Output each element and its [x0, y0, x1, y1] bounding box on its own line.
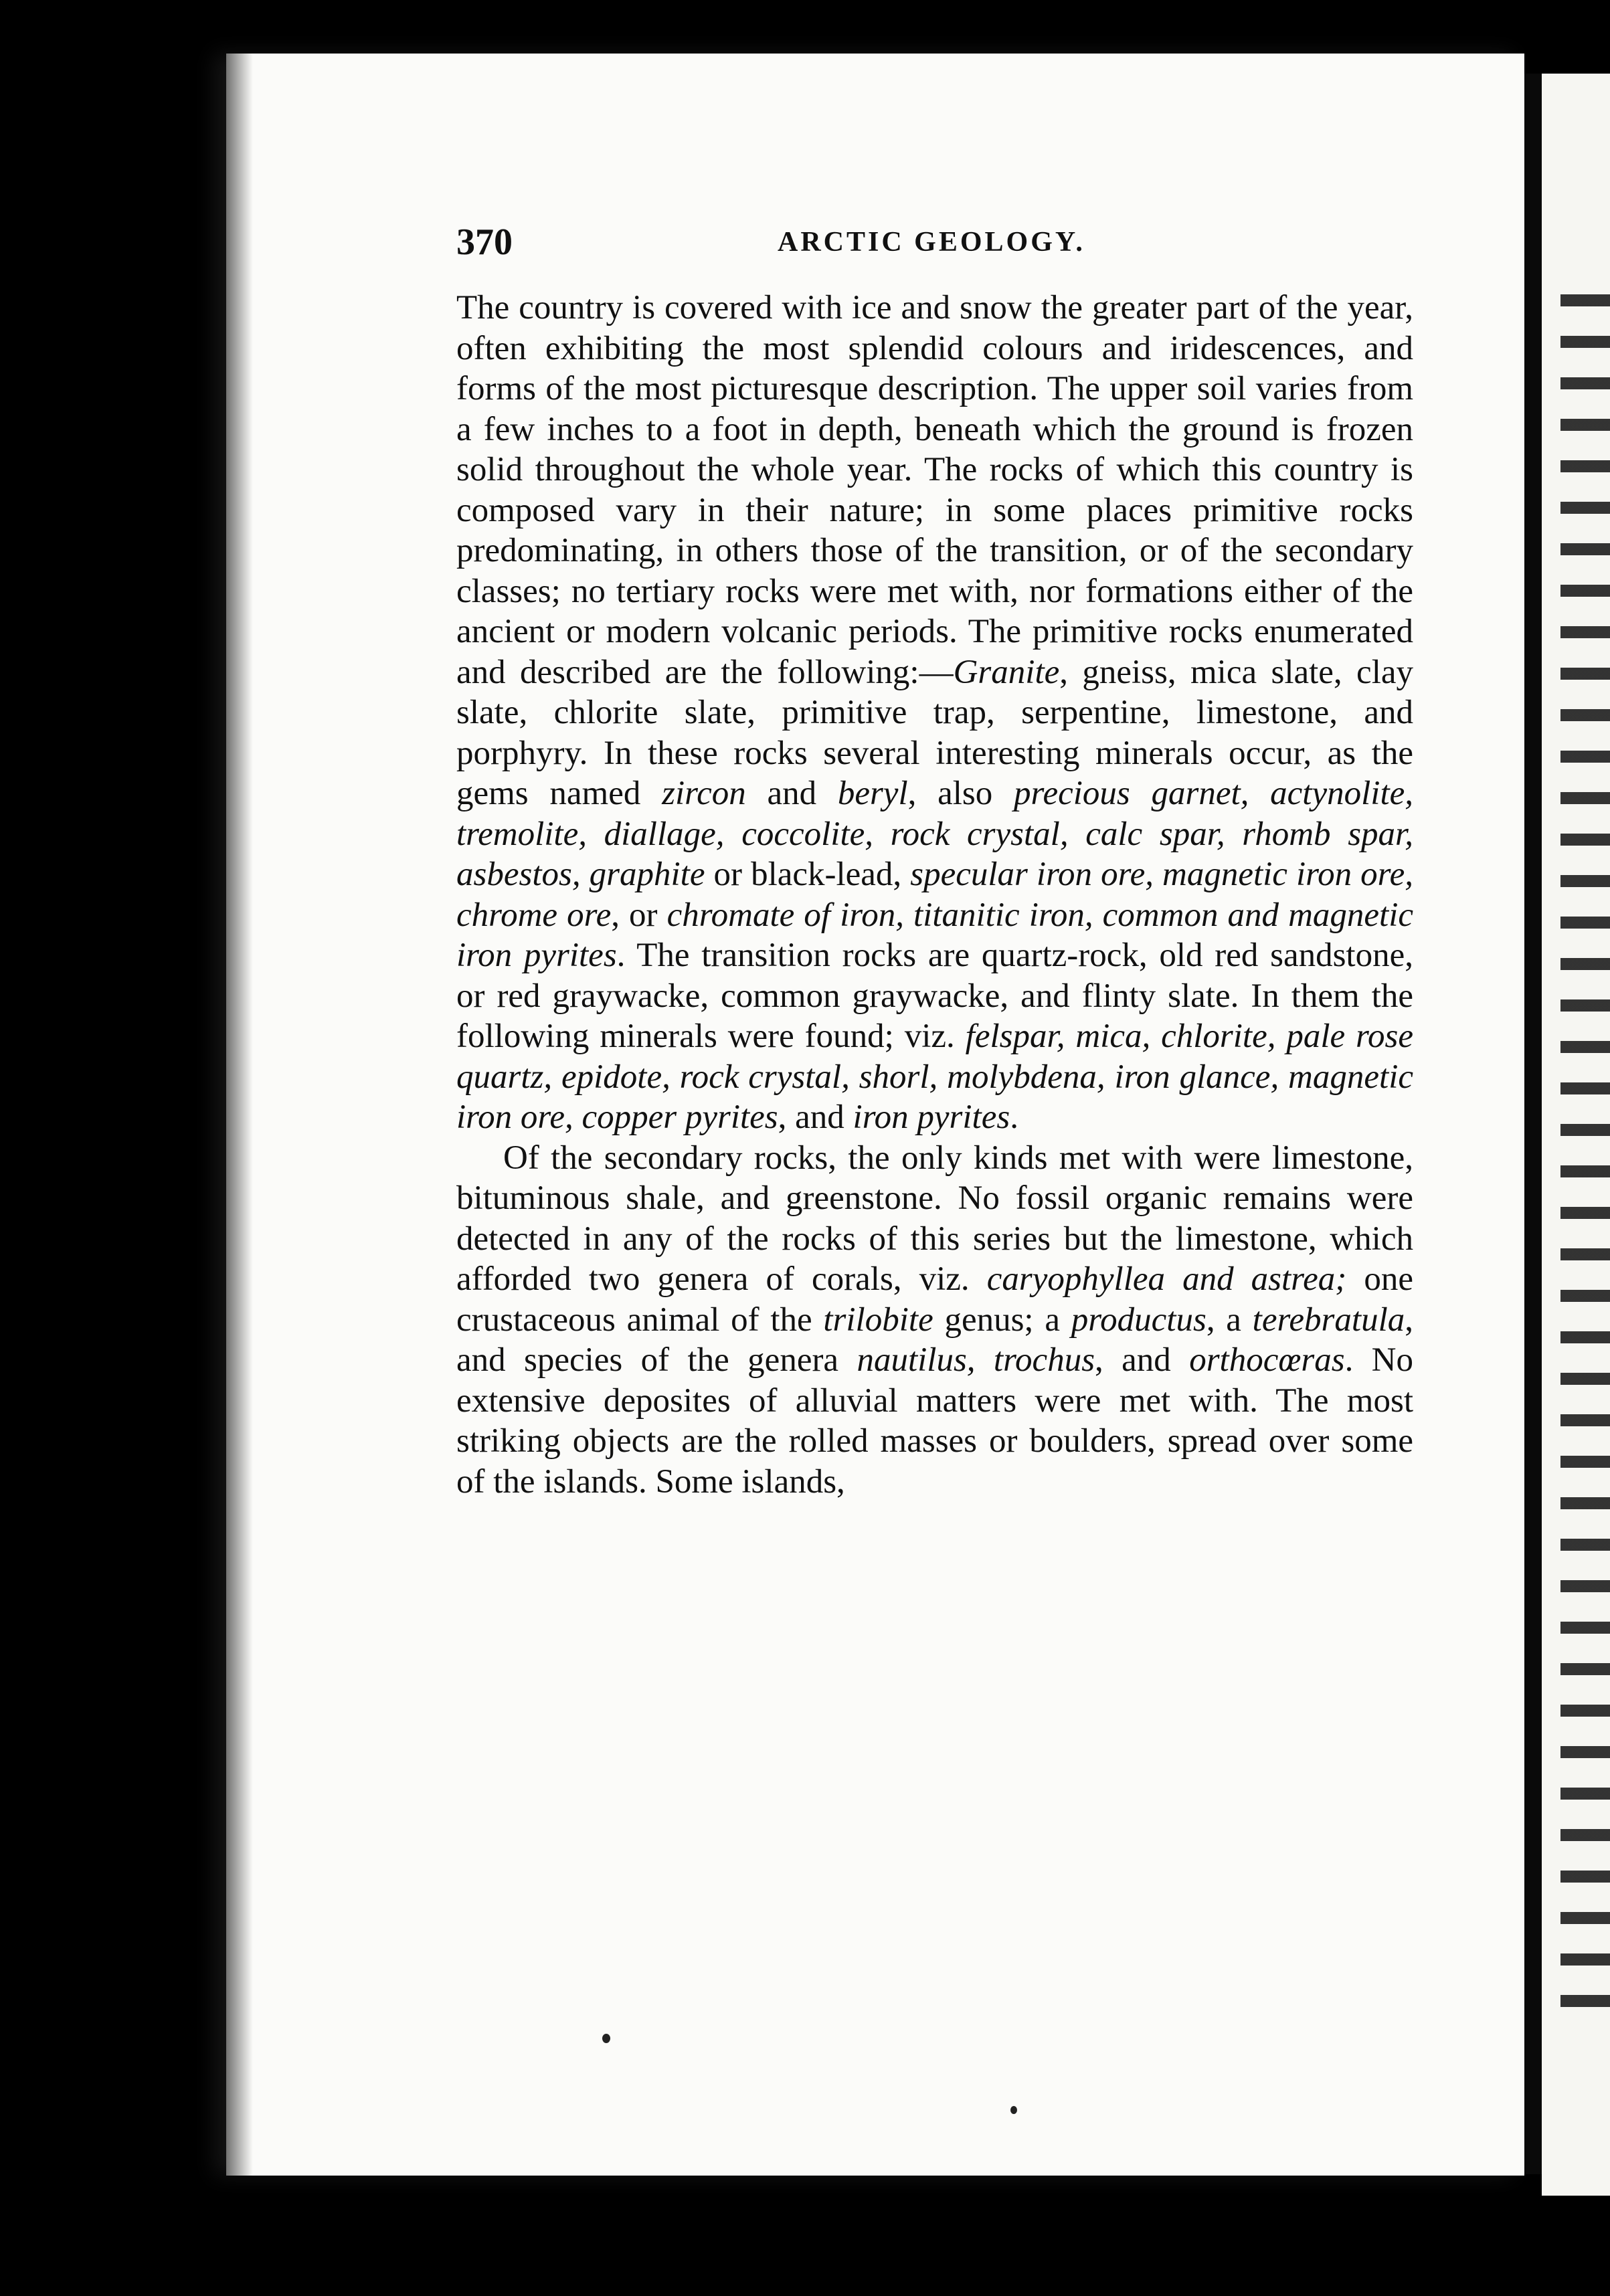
text-run: genus; a [933, 1301, 1071, 1339]
italic-run: iron pyrites [853, 1098, 1010, 1136]
gutter-shadow [226, 54, 253, 2176]
text-run: . The transition rocks are quartz-rock, old red sandstone, or red graywacke, common graywacke, and flinty slate. In them the following minerals were found; viz. [456, 937, 1413, 1055]
text-run: , and [1095, 1341, 1190, 1379]
italic-run: trilobite [823, 1301, 933, 1339]
text-run: , and [778, 1098, 853, 1136]
ink-speck [602, 2034, 610, 2043]
italic-run: precious garnet, actynolite, tremolite, diallage, coccolite, rock crystal, calc spar, rhomb spar, asbestos, graphite [456, 775, 1414, 893]
page-header [456, 221, 1413, 268]
page-edge [1524, 74, 1542, 2174]
facing-page-text-fragment [1560, 294, 1610, 2020]
italic-run: caryophyllea and astrea; [986, 1260, 1347, 1298]
text-run: , a [1206, 1301, 1253, 1339]
italic-run: terebratula [1252, 1301, 1405, 1339]
text-run: one crustaceous animal of the [456, 1260, 1413, 1339]
italic-run: nautilus, trochus [857, 1341, 1095, 1379]
italic-run: specular iron ore, magnetic iron ore, chrome ore [456, 856, 1414, 934]
italic-run: chromate of iron, titanitic iron, common and magnetic iron pyrites [456, 896, 1414, 974]
text-run: . [1010, 1098, 1018, 1136]
text-run: . No extensive deposites of alluvial matters were met with. The most striking objects are the rolled masses or boulders, spread over some of the islands. Some islands, [456, 1341, 1414, 1501]
italic-run: zircon [662, 775, 746, 812]
italic-run: Granite [953, 653, 1060, 691]
page-number: 370 [456, 221, 513, 263]
body-text [456, 288, 1413, 1502]
ink-speck [1010, 2106, 1017, 2114]
italic-run: felspar, mica, chlorite, pale rose quartz, epidote, rock crystal, shorl, molybdena, iron glance, magnetic iron ore, copper pyrites [456, 1018, 1413, 1136]
paragraph [456, 288, 1413, 1138]
text-run: , or [611, 896, 667, 934]
italic-run: productus [1071, 1301, 1206, 1339]
running-head: ARCTIC GEOLOGY. [778, 227, 1085, 258]
text-run: or black-lead, [705, 856, 911, 893]
text-run: , gneiss, mica slate, clay slate, chlorite slate, primitive trap, serpentine, limestone, and porphyry. In these rocks several interesting minerals occur, as the gems named [456, 653, 1413, 812]
paragraph [456, 1138, 1413, 1503]
text-run: , also [907, 775, 1014, 812]
text-run: and [745, 775, 838, 812]
italic-run: orthocœras [1189, 1341, 1345, 1379]
text-run: The country is covered with ice and snow the greater part of the year, often exhibiting the most splendid colours and iridescences, and forms of the most picturesque description. The upper soil varies from a few inches to a foot in depth, beneath which the ground is frozen solid throughout the whole year. The rocks of which this country is composed vary in their nature; in some places primitive rocks predominating, in others those of the transition, or of the secondary classes; no tertiary rocks were met with, nor formations either of the ancient or modern volcanic periods. The primitive rocks enumerated and described are the following:— [456, 289, 1413, 691]
italic-run: beryl [837, 775, 908, 812]
text-run: , and species of the genera [456, 1301, 1413, 1379]
text-run: Of the secondary rocks, the only kinds met with were limestone, bituminous shale, and greenstone. No fossil organic remains were detected in any of the rocks of this series but the limestone, which afforded two genera of corals, viz. [456, 1139, 1413, 1298]
